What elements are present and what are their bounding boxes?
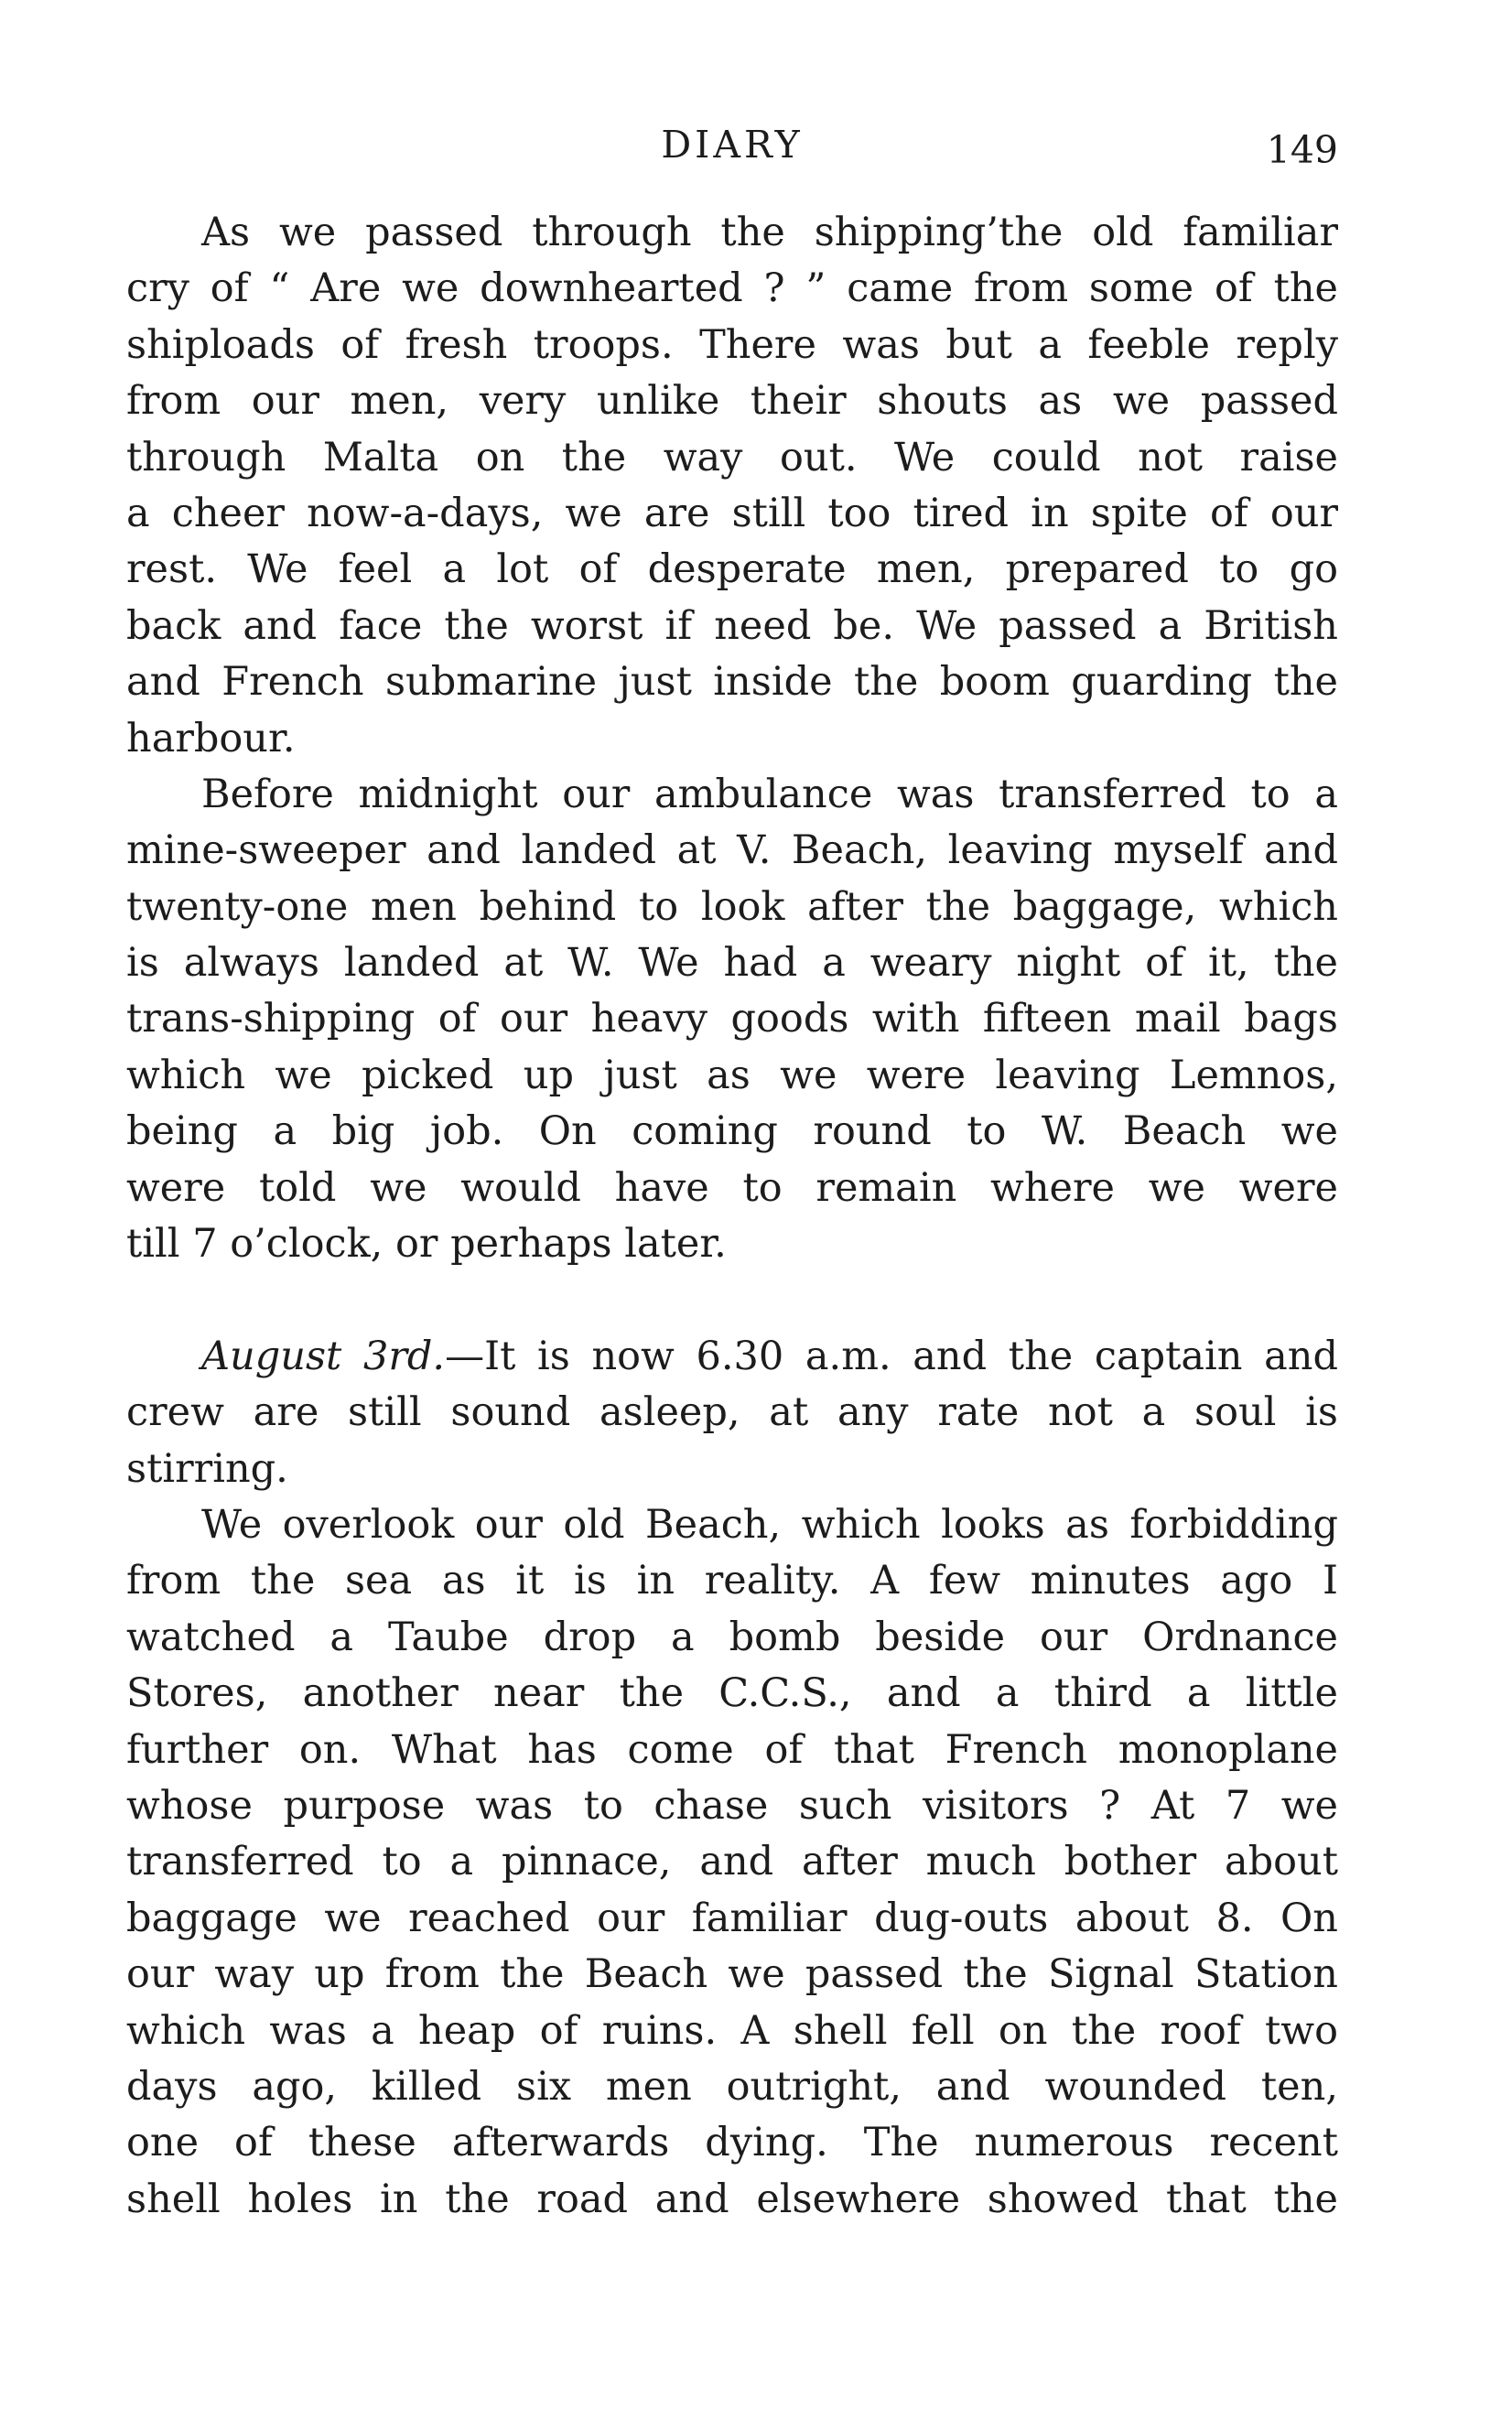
paragraph-1-line: As we passed through the shipping’the old familiar — [201, 210, 1338, 255]
paragraph-4-line: baggage we reached our familiar dug-outs about 8. On — [126, 1895, 1338, 1941]
running-head — [126, 117, 1338, 172]
paragraph-2-line: till 7 o’clock, or perhaps later. — [126, 1221, 727, 1268]
paragraph-4-line: from the sea as it is in reality. A few minutes ago I — [126, 1558, 1338, 1604]
paragraph-2-line: were told we would have to remain where we were — [126, 1164, 1338, 1211]
paragraph-1-line: rest. We feel a lot of desperate men, prepared to go — [126, 546, 1338, 593]
paragraph-1-line: through Malta on the way out. We could not raise — [126, 434, 1338, 481]
paragraph-2-line: twenty-one men behind to look after the baggage, which — [126, 883, 1338, 930]
paragraph-1-line: and French submarine just inside the boom guarding the — [126, 659, 1338, 706]
running-title: DIARY — [661, 123, 804, 167]
dated-entry-first-line — [126, 1329, 1338, 1385]
paragraph-4-line: days ago, killed six men outright, and wounded ten, — [126, 2063, 1338, 2110]
paragraph-1-line: cry of “ Are we downhearted ? ” came from some of the — [126, 265, 1338, 312]
paragraph-4-line: watched a Taube drop a bomb beside our Ordnance — [126, 1614, 1338, 1660]
paragraph-4-line: further on. What has come of that French monoplane — [126, 1726, 1338, 1773]
paragraph-4-line: one of these afterwards dying. The numerous recent — [126, 2120, 1338, 2166]
paragraph-4-line: We overlook our old Beach, which looks as forbidding — [201, 1501, 1338, 1548]
paragraph-2-line: trans-shipping of our heavy goods with fifteen mail bags — [126, 996, 1338, 1042]
paragraph-2-line: is always landed at W. We had a weary night of it, the — [126, 940, 1338, 987]
paragraph-1-line: back and face the worst if need be. We passed a British — [126, 602, 1338, 649]
entry-first-line-text: —It is now 6.30 a.m. and the captain and — [445, 1333, 1338, 1379]
paragraph-4-line: whose purpose was to chase such visitors ? At 7 we — [126, 1782, 1338, 1829]
paragraph-1-line: from our men, very unlike their shouts as we passed — [126, 378, 1338, 425]
paragraph-3-line: crew are still sound asleep, at any rate not a soul is — [126, 1389, 1338, 1436]
page-number: 149 — [1266, 128, 1338, 172]
paragraph-4-line: Stores, another near the C.C.S., and a third a little — [126, 1670, 1338, 1717]
paragraph-2-line: mine-sweeper and landed at V. Beach, leaving myself and — [126, 827, 1338, 874]
body-text — [126, 205, 1338, 2228]
paragraph-4-line: transferred to a pinnace, and after much bother about — [126, 1839, 1338, 1885]
paragraph-1-line: a cheer now-a-days, we are still too tired in spite of our — [126, 490, 1338, 536]
paragraph-2-line: Before midnight our ambulance was transferred to a — [201, 771, 1338, 817]
paragraph-2-line: which we picked up just as we were leaving Lemnos, — [126, 1052, 1338, 1098]
paragraph-1-line: harbour. — [126, 715, 296, 761]
section-gap — [126, 1272, 1338, 1328]
entry-date: August 3rd. — [201, 1333, 446, 1379]
paragraph-4-line: shell holes in the road and elsewhere showed that the — [126, 2176, 1338, 2222]
paragraph-4-line: which was a heap of ruins. A shell fell on the roof two — [126, 2007, 1338, 2054]
paragraph-4-line: our way up from the Beach we passed the Signal Station — [126, 1951, 1338, 1998]
paragraph-2-line: being a big job. On coming round to W. Beach we — [126, 1108, 1338, 1155]
paragraph-1-line: shiploads of fresh troops. There was but a feeble reply — [126, 321, 1338, 368]
paragraph-3-line: stirring. — [126, 1445, 288, 1492]
